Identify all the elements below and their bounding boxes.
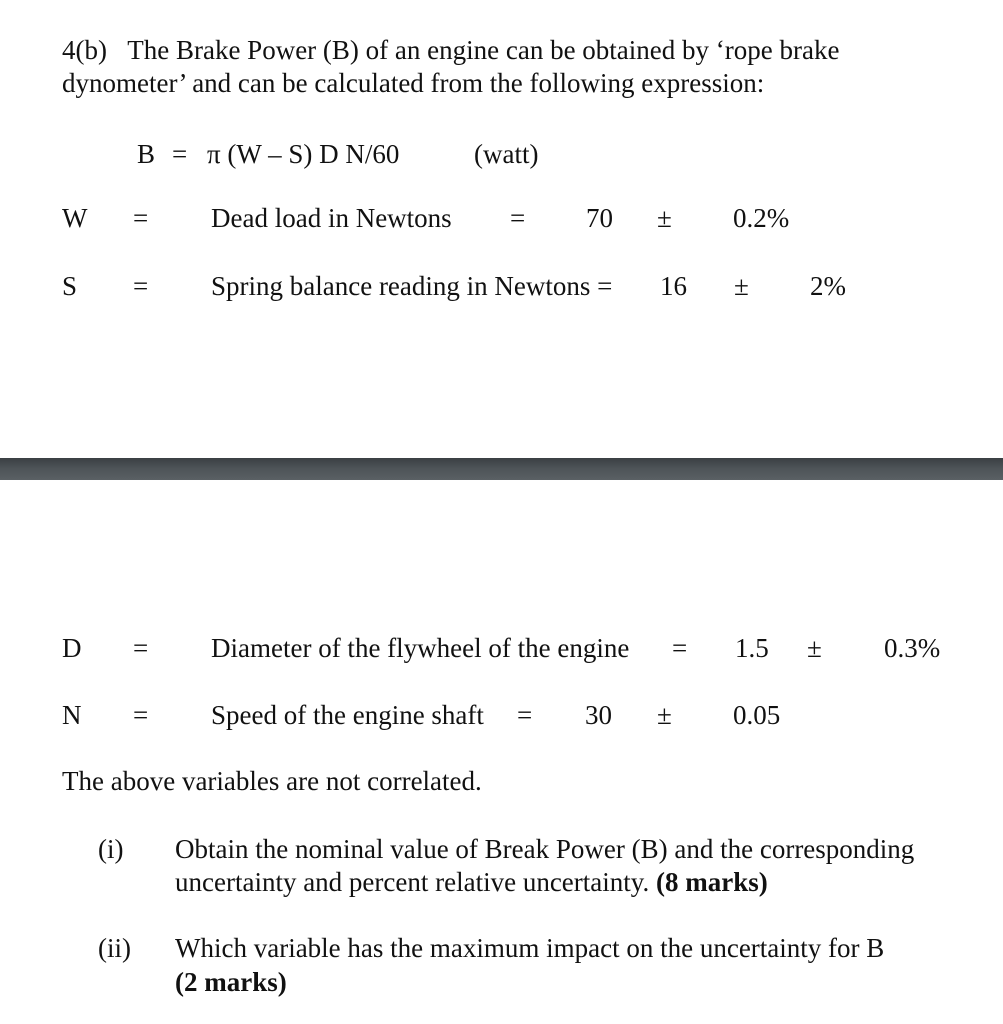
variable-symbol: N: [62, 700, 82, 730]
variable-plus-minus: ±: [657, 700, 672, 730]
correlation-note: The above variables are not correlated.: [62, 766, 482, 796]
intro-text-1: The Brake Power (B) of an engine can be obtained by ‘rope brake: [127, 35, 840, 65]
variable-value: 30: [585, 700, 612, 730]
part-number: (i): [98, 834, 124, 864]
part-number: (ii): [98, 933, 131, 963]
variable-plus-minus: ±: [734, 271, 749, 301]
intro-line-1: [62, 34, 839, 67]
part-text-line-2: [175, 866, 768, 899]
formula-lhs: B: [137, 139, 156, 169]
variable-description: Diameter of the flywheel of the engine: [211, 633, 630, 663]
formula-equals: =: [172, 139, 188, 169]
variable-description: Speed of the engine shaft: [211, 700, 484, 730]
part-text: uncertainty and percent relative uncertainty.: [175, 867, 650, 897]
variable-uncertainty: 0.05: [733, 700, 781, 730]
variable-value: 16: [660, 271, 687, 301]
part-text-line-1: Which variable has the maximum impact on the uncertainty for B: [175, 933, 885, 963]
variable-description: Dead load in Newtons: [211, 203, 452, 233]
intro-line-2: dynometer’ and can be calculated from the following expression:: [62, 68, 765, 98]
formula-unit: (watt): [474, 139, 539, 169]
variable-equals: =: [133, 633, 149, 663]
variable-description: Spring balance reading in Newtons =: [211, 271, 613, 301]
part-marks: (8 marks): [656, 867, 768, 897]
variable-equals: =: [133, 700, 149, 730]
variable-symbol: S: [62, 271, 78, 301]
variable-uncertainty: 0.3%: [884, 633, 941, 663]
variable-plus-minus: ±: [807, 633, 822, 663]
variable-equals-2: =: [510, 203, 526, 233]
variable-uncertainty: 0.2%: [733, 203, 790, 233]
divider-bar: [0, 458, 1003, 480]
part-marks: (2 marks): [175, 967, 287, 997]
variable-equals-2: =: [672, 633, 688, 663]
variable-symbol: D: [62, 633, 82, 663]
variable-symbol: W: [62, 203, 88, 233]
variable-equals: =: [133, 203, 149, 233]
variable-plus-minus: ±: [657, 203, 672, 233]
variable-uncertainty: 2%: [810, 271, 846, 301]
variable-equals-2: =: [517, 700, 533, 730]
question-label: 4(b): [62, 35, 107, 65]
variable-value: 1.5: [735, 633, 769, 663]
question-intro: [62, 34, 839, 100]
variable-equals: =: [133, 271, 149, 301]
formula-rhs: π (W – S) D N/60: [207, 139, 400, 169]
variable-value: 70: [586, 203, 613, 233]
part-text-line-1: Obtain the nominal value of Break Power (B) and the corresponding: [175, 834, 915, 864]
